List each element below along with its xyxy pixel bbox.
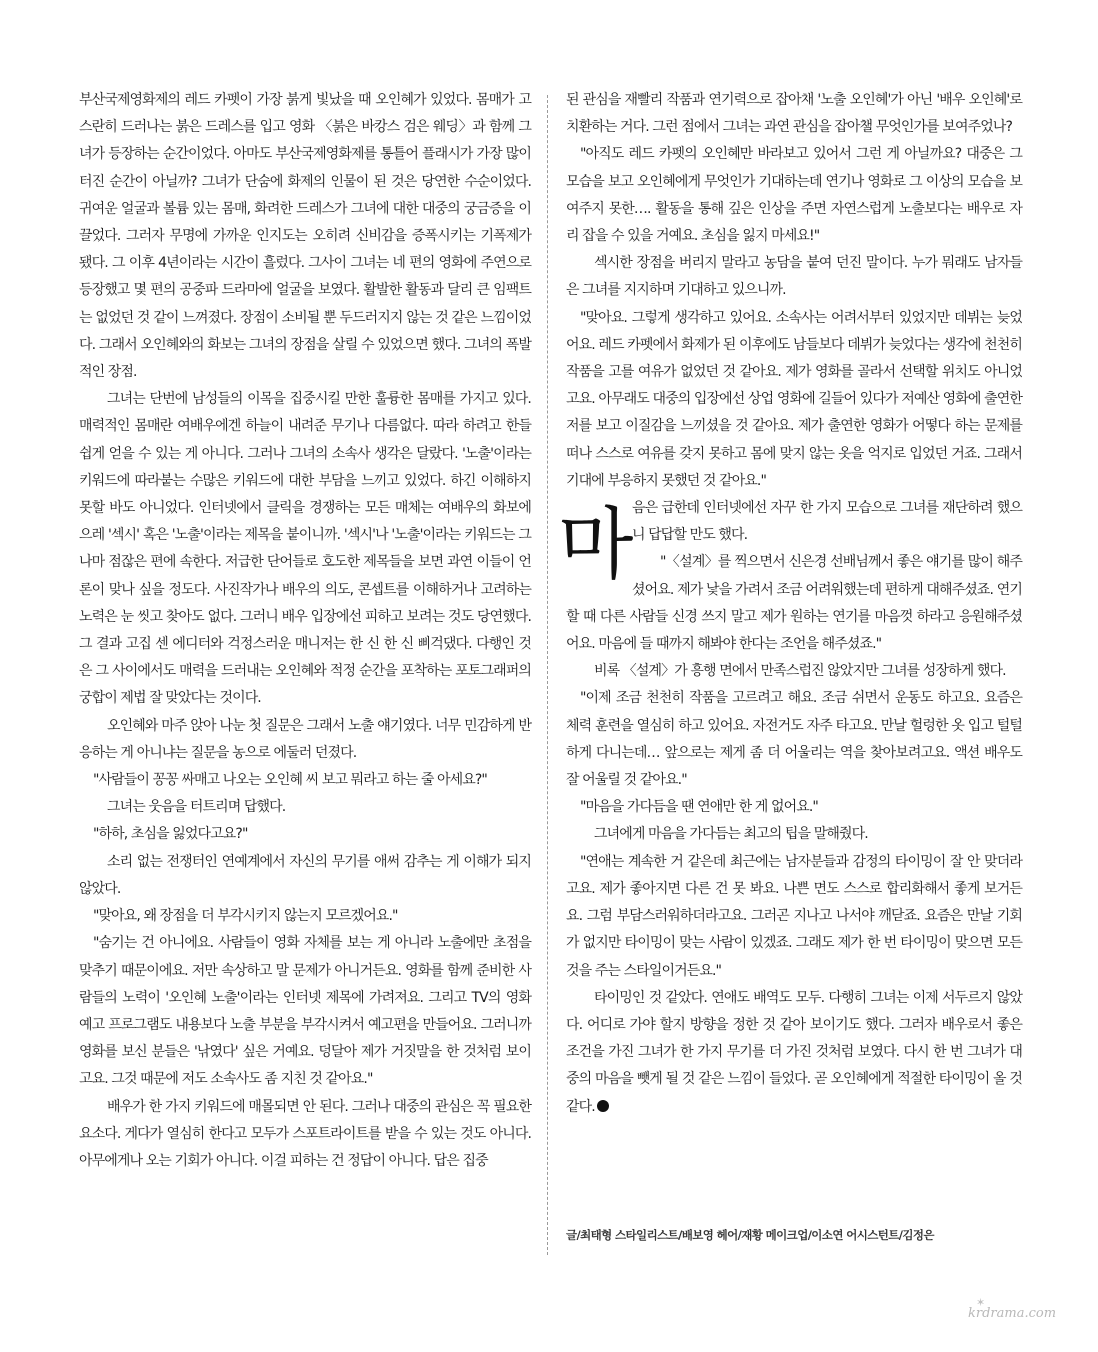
- paragraph: 그녀는 웃음을 터트리며 답했다.: [107, 799, 286, 816]
- quote: "맞아요, 왜 장점을 더 부각시키지 않는지 모르겠어요.": [93, 908, 398, 925]
- watermark: krdrama.com: [968, 1306, 1057, 1321]
- paragraph: 비록 〈설계〉가 흥행 면에서 만족스럽진 않았지만 그녀를 성장하게 했다.: [594, 663, 1006, 680]
- paragraph: 부산국제영화제의 레드 카펫이 가장 붉게 빛났을 때 오인혜가 있었다. 몸매가 고스란히 드러나는 붉은 드레스를 입고 영화 〈붉은 바캉스 검은 웨딩〉과 함께 그녀가 등장하는 순간이었다. 아마도 부산국제영화제를 통틀어 플래시가 가장 많이 터진 순간이 아닐까? 그녀가 단숨에 화제의 인물이 된 것은 당연한 수순이었다. 귀여운 얼굴과 볼륨 있는 몸매, 화려한 드레스가 그녀에 대한 대중의 궁금증을 이끌었다. 그러자 무명에 가까운 인지도는 오히려 신비감을 증폭시키는 기폭제가 됐다. 그 이후 4년이라는 시간이 흘렀다. 그사이 그녀는 네 편의 영화에 주연으로 등장했고 몇 편의 공중파 드라마에 얼굴을 보였다. 활발한 활동과 달리 큰 임팩트는 없었던 것 같이 느껴졌다. 장점이 소비될 뿐 두드러지지 않는 것 같은 느낌이었다. 그래서 오인혜와의 화보는 그녀의 장점을 살릴 수 있었으면 했다. 그녀의 폭발적인 장점.: [79, 92, 531, 381]
- quote: "맞아요. 그렇게 생각하고 있어요. 소속사는 어려서부터 있었지만 데뷔는 늦었어요. 레드 카펫에서 화제가 된 이후에도 남들보다 데뷔가 늦었다는 생각에 천천히 작품을 고를 여유가 없었던 것 같아요. 제가 영화를 골라서 선택할 위치도 아니었고요. 아무래도 대중의 입장에선 상업 영화에 길들어 있다가 저예산 영화에 출연한 저를 보고 이질감을 느끼셨을 것 같아요. 제가 출연한 영화가 어떻다 하는 문제를 떠나 스스로 여유를 갖지 못하고 몸에 맞지 않는 옷을 억지로 입었던 거죠. 그래서 기대에 부응하지 못했던 것 같아요.": [566, 309, 1022, 489]
- dropcap-paragraph: [558, 495, 1022, 591]
- quote: "숨기는 건 아니에요. 사람들이 영화 자체를 보는 게 아니라 노출에만 초점을 맞추기 때문이에요. 저만 속상하고 말 문제가 아니거든요. 영화를 함께 준비한 사람들의 노력이 '오인혜 노출'이라는 인터넷 제목에 가려져요. 그리고 TV의 영화 예고 프로그램도 내용보다 노출 부분을 부각시켜서 예고편을 만들어요. 그러니까 영화를 보신 분들은 '낚였다' 싶은 거예요. 덩달아 제가 거짓말을 한 것처럼 보이고요. 그것 때문에 저도 소속사도 좀 지친 것 같아요.": [79, 935, 531, 1088]
- closing-text: 타이밍인 것 같았다. 연애도 배역도 모두. 다행히 그녀는 이제 서두르지 않았다. 어디로 가야 할지 방향을 정한 것 같아 보이기도 했다. 그러자 배우로서 좋은 조건을 가진 그녀가 한 가지 무기를 더 가진 것처럼 보였다. 다시 한 번 그녀가 대중의 마음을 뺏게 될 것 같은 느낌이 들었다. 곧 오인혜에게 적절한 타이밍이 올 것 같다.: [566, 989, 1022, 1115]
- paragraph: 배우가 한 가지 키워드에 매몰되면 안 된다. 그러나 대중의 관심은 꼭 필요한 요소다. 게다가 열심히 한다고 모두가 스포트라이트를 받을 수 있는 것도 아니다. 아무에게나 오는 기회가 아니다. 이걸 피하는 건 정답이 아니다. 답은 집중: [79, 1098, 531, 1169]
- drop-cap: 마: [558, 500, 634, 591]
- dropcap-text: 음은 급한데 인터넷에선 자꾸 한 가지 모습으로 그녀를 재단하려 했으니 답답할 만도 했다.: [632, 500, 1022, 544]
- sparkle-icon: ✶: [976, 1296, 986, 1309]
- end-bullet-icon: [597, 1100, 609, 1112]
- quote: "하하, 초심을 잃었다고요?": [93, 826, 248, 843]
- paragraph: 그녀는 단번에 남성들의 이목을 집중시킬 만한 훌륭한 몸매를 가지고 있다. 매력적인 몸매란 여배우에겐 하늘이 내려준 무기나 다름없다. 따라 하려고 한들 쉽게 얻을 수 있는 게 아니다. 그러나 그녀의 소속사 생각은 달랐다. '노출'이라는 키워드에 따라붙는 수많은 키워드에 대한 부담을 느끼고 있었다. 하긴 이해하지 못할 바도 아니었다. 인터넷에서 클릭을 경쟁하는 모든 매체는 여배우의 화보에 으레 '섹시' 혹은 '노출'이라는 제목을 붙이니까. '섹시'나 '노출'이라는 키워드는 그나마 점잖은 편에 속한다. 저급한 단어들로 호도한 제목들을 보면 과연 이들이 언론이 맞나 싶을 정도다. 사진작가나 배우의 의도, 콘셉트를 이해하거나 고려하는 노력은 눈 씻고 찾아도 없다. 그러니 배우 입장에선 피하고 보려는 것도 당연했다. 그 결과 고집 센 에디터와 걱정스러운 매니저는 한 신 한 신 삐걱댔다. 다행인 것은 그 사이에서도 매력을 드러내는 오인혜와 적정 순간을 포착하는 포토그래퍼의 궁합이 제법 잘 맞았다는 것이다.: [79, 391, 531, 707]
- column-divider: [547, 95, 548, 1255]
- paragraph: 된 관심을 재빨리 작품과 연기력으로 잡아채 '노출 오인혜'가 아닌 '배우 오인혜'로 치환하는 거다. 그런 점에서 그녀는 과연 관심을 잡아챌 무엇인가를 보여주었나?: [566, 92, 1022, 136]
- right-column: [558, 87, 1022, 1121]
- quote: "연애는 계속한 거 같은데 최근에는 남자분들과 감정의 타이밍이 잘 안 맞더라고요. 제가 좋아지면 다른 건 못 봐요. 나쁜 면도 스스로 합리화해서 좋게 보거든요. 그럼 부담스러워하더라고요. 그러곤 지나고 나서야 깨닫죠. 요즘은 만날 기회가 없지만 타이밍이 맞는 사람이 있겠죠. 그래도 제가 한 번 타이밍이 맞으면 모든 것을 주는 스타일이거든요.": [566, 853, 1022, 979]
- paragraph: [566, 985, 1022, 1121]
- credits: 글/최태형 스타일리스트/배보영 헤어/재황 메이크업/이소연 어시스턴트/김정은: [566, 1228, 934, 1242]
- quote: "이제 조금 천천히 작품을 고르려고 해요. 조금 쉬면서 운동도 하고요. 요즘은 체력 훈련을 열심히 하고 있어요. 자전거도 자주 타고요. 만날 헐렁한 옷 입고 털털하게 다니는데… 앞으로는 제게 좀 더 어울리는 역을 찾아보려고요. 액션 배우도 잘 어울릴 것 같아요.": [566, 690, 1022, 789]
- paragraph: 오인혜와 마주 앉아 나눈 첫 질문은 그래서 노출 얘기였다. 너무 민감하게 반응하는 게 아니냐는 질문을 농으로 에둘러 던졌다.: [79, 717, 531, 761]
- left-column: [79, 87, 531, 1175]
- quote: "아직도 레드 카펫의 오인혜만 바라보고 있어서 그런 게 아닐까요? 대중은 그 모습을 보고 오인혜에게 무엇인가 기대하는데 연기나 영화로 그 이상의 모습을 보여주지 못한…. 활동을 통해 깊은 인상을 주면 자연스럽게 노출보다는 배우로 자리 잡을 수 있을 거예요. 초심을 잃지 마세요!": [566, 146, 1022, 245]
- quote: "마음을 가다듬을 땐 연애만 한 게 없어요.": [580, 799, 818, 816]
- quote: "사람들이 꽁꽁 싸매고 나오는 오인혜 씨 보고 뭐라고 하는 줄 아세요?": [93, 772, 487, 789]
- paragraph: 소리 없는 전쟁터인 연예계에서 자신의 무기를 애써 감추는 게 이해가 되지 않았다.: [79, 853, 531, 897]
- paragraph: 그녀에게 마음을 가다듬는 최고의 팁을 말해줬다.: [594, 826, 868, 843]
- quote: "〈설계〉를 찍으면서 신은경 선배님께서 좋은 얘기를 많이 해주셨어요. 제가 낯을 가려서 조금 어려워했는데 편하게 대해주셨죠. 연기할 때 다른 사람들 신경 쓰지 말고 제가 원하는 연기를 마음껏 하라고 응원해주셨어요. 마음에 들 때까지 해봐야 한다는 조언을 해주셨죠.": [566, 554, 1022, 653]
- paragraph: 섹시한 장점을 버리지 말라고 농담을 붙여 던진 말이다. 누가 뭐래도 남자들은 그녀를 지지하며 기대하고 있으니까.: [566, 255, 1022, 299]
